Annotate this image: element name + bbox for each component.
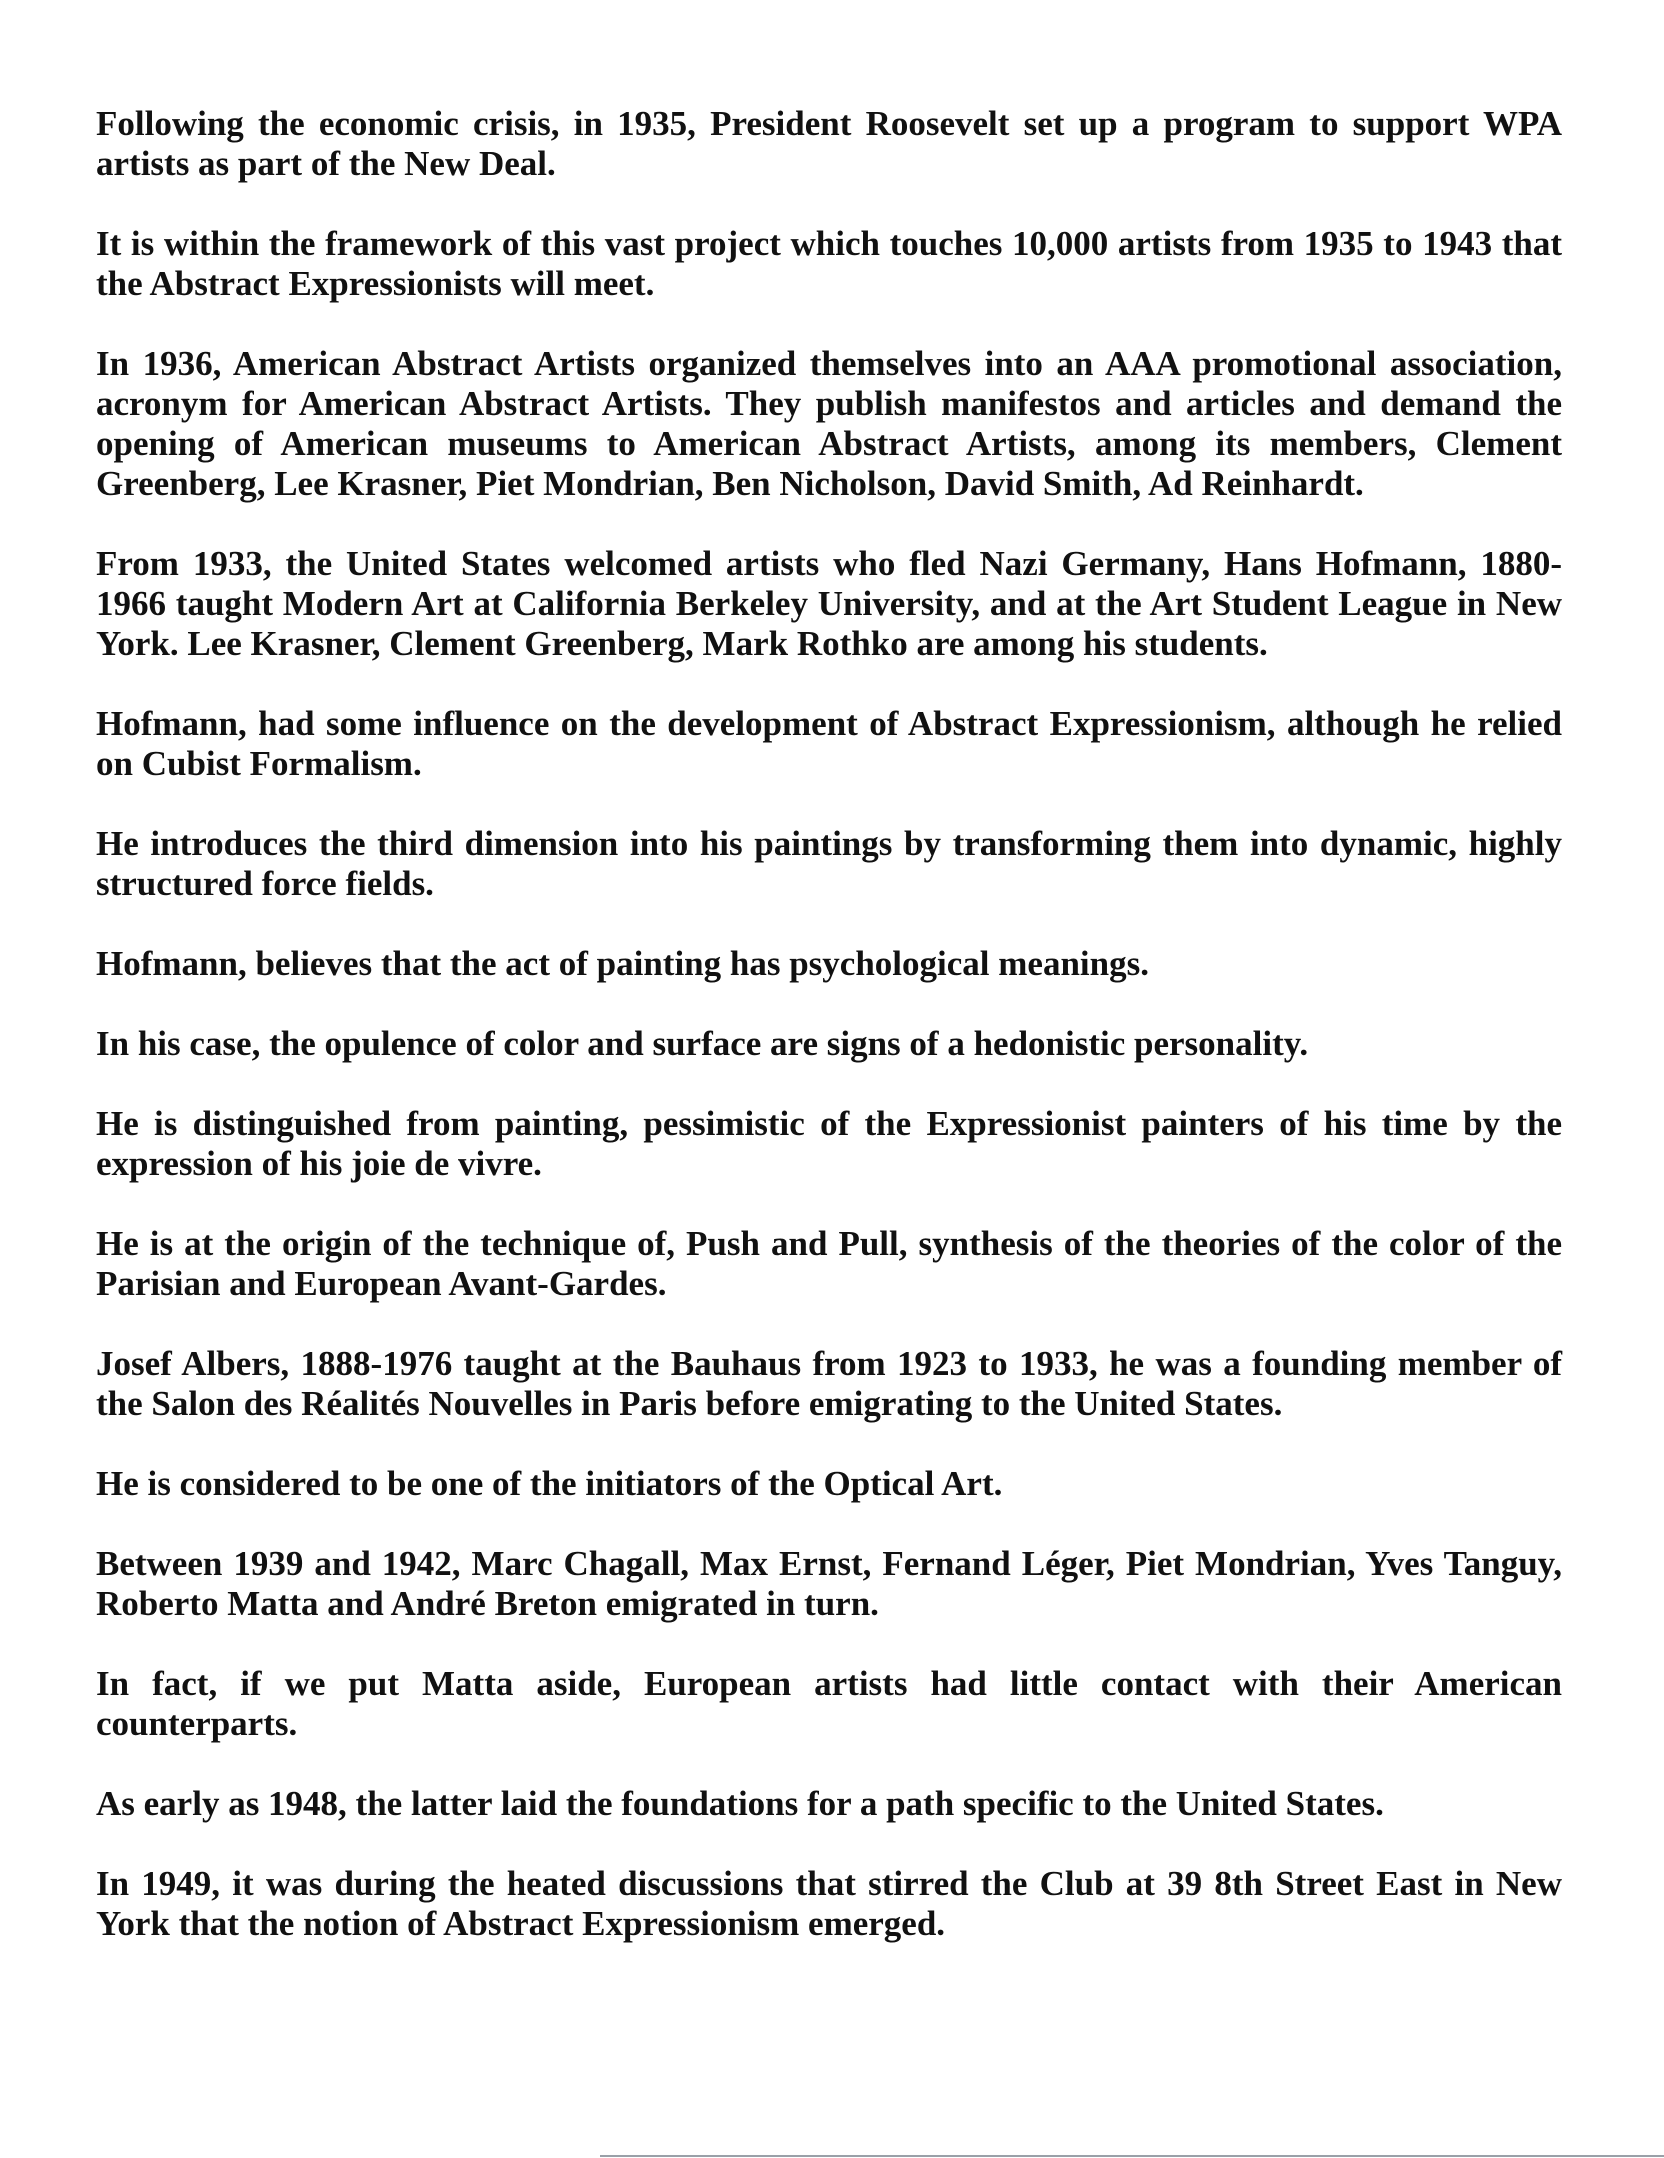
paragraph-hofmann-influence: Hofmann, had some influence on the development of Abstract Expressionism, although he relied on Cubist Formalism. (96, 704, 1562, 783)
paragraph-third-dimension: He introduces the third dimension into his paintings by transforming them into dynamic, highly structured force fields. (96, 824, 1562, 903)
paragraph-hans-hofmann-arrival: From 1933, the United States welcomed artists who fled Nazi Germany, Hans Hofmann, 1880-1966 taught Modern Art at California Berkeley University, and at the Art Student League in New York. Lee Krasner, Clement Greenberg, Mark Rothko are among his students. (96, 544, 1562, 663)
paragraph-optical-art: He is considered to be one of the initiators of the Optical Art. (96, 1464, 1003, 1503)
paragraph-hedonistic-personality: In his case, the opulence of color and surface are signs of a hedonistic personality. (96, 1024, 1309, 1063)
paragraph-joie-de-vivre: He is distinguished from painting, pessimistic of the Expressionist painters of his time by the expression of his joie de vivre. (96, 1104, 1562, 1183)
paragraph-abstract-expressionists-meet: It is within the framework of this vast project which touches 10,000 artists from 1935 to 1943 that the Abstract Expressionists will meet. (96, 224, 1562, 303)
page-bottom-rule (600, 2155, 1664, 2157)
paragraph-psychological-meanings: Hofmann, believes that the act of painting has psychological meanings. (96, 944, 1149, 983)
paragraph-push-and-pull: He is at the origin of the technique of, Push and Pull, synthesis of the theories of the color of the Parisian and European Avant-Gardes. (96, 1224, 1562, 1303)
paragraph-josef-albers: Josef Albers, 1888-1976 taught at the Bauhaus from 1923 to 1933, he was a founding member of the Salon des Réalités Nouvelles in Paris before emigrating to the United States. (96, 1344, 1562, 1423)
paragraph-path-1948: As early as 1948, the latter laid the foundations for a path specific to the United States. (96, 1784, 1384, 1823)
paragraph-matta-aside: In fact, if we put Matta aside, European artists had little contact with their American counterparts. (96, 1664, 1562, 1743)
paragraph-european-emigration: Between 1939 and 1942, Marc Chagall, Max Ernst, Fernand Léger, Piet Mondrian, Yves Tanguy, Roberto Matta and André Breton emigrated in turn. (96, 1544, 1562, 1623)
paragraph-club-1949: In 1949, it was during the heated discussions that stirred the Club at 39 8th Street East in New York that the notion of Abstract Expressionism emerged. (96, 1864, 1562, 1943)
document-body (96, 104, 1562, 1984)
paragraph-wpa-program: Following the economic crisis, in 1935, President Roosevelt set up a program to support WPA artists as part of the New Deal. (96, 104, 1562, 183)
paragraph-aaa-association: In 1936, American Abstract Artists organized themselves into an AAA promotional association, acronym for American Abstract Artists. They publish manifestos and articles and demand the opening of American museums to American Abstract Artists, among its members, Clement Greenberg, Lee Krasner, Piet Mondrian, Ben Nicholson, David Smith, Ad Reinhardt. (96, 344, 1562, 503)
